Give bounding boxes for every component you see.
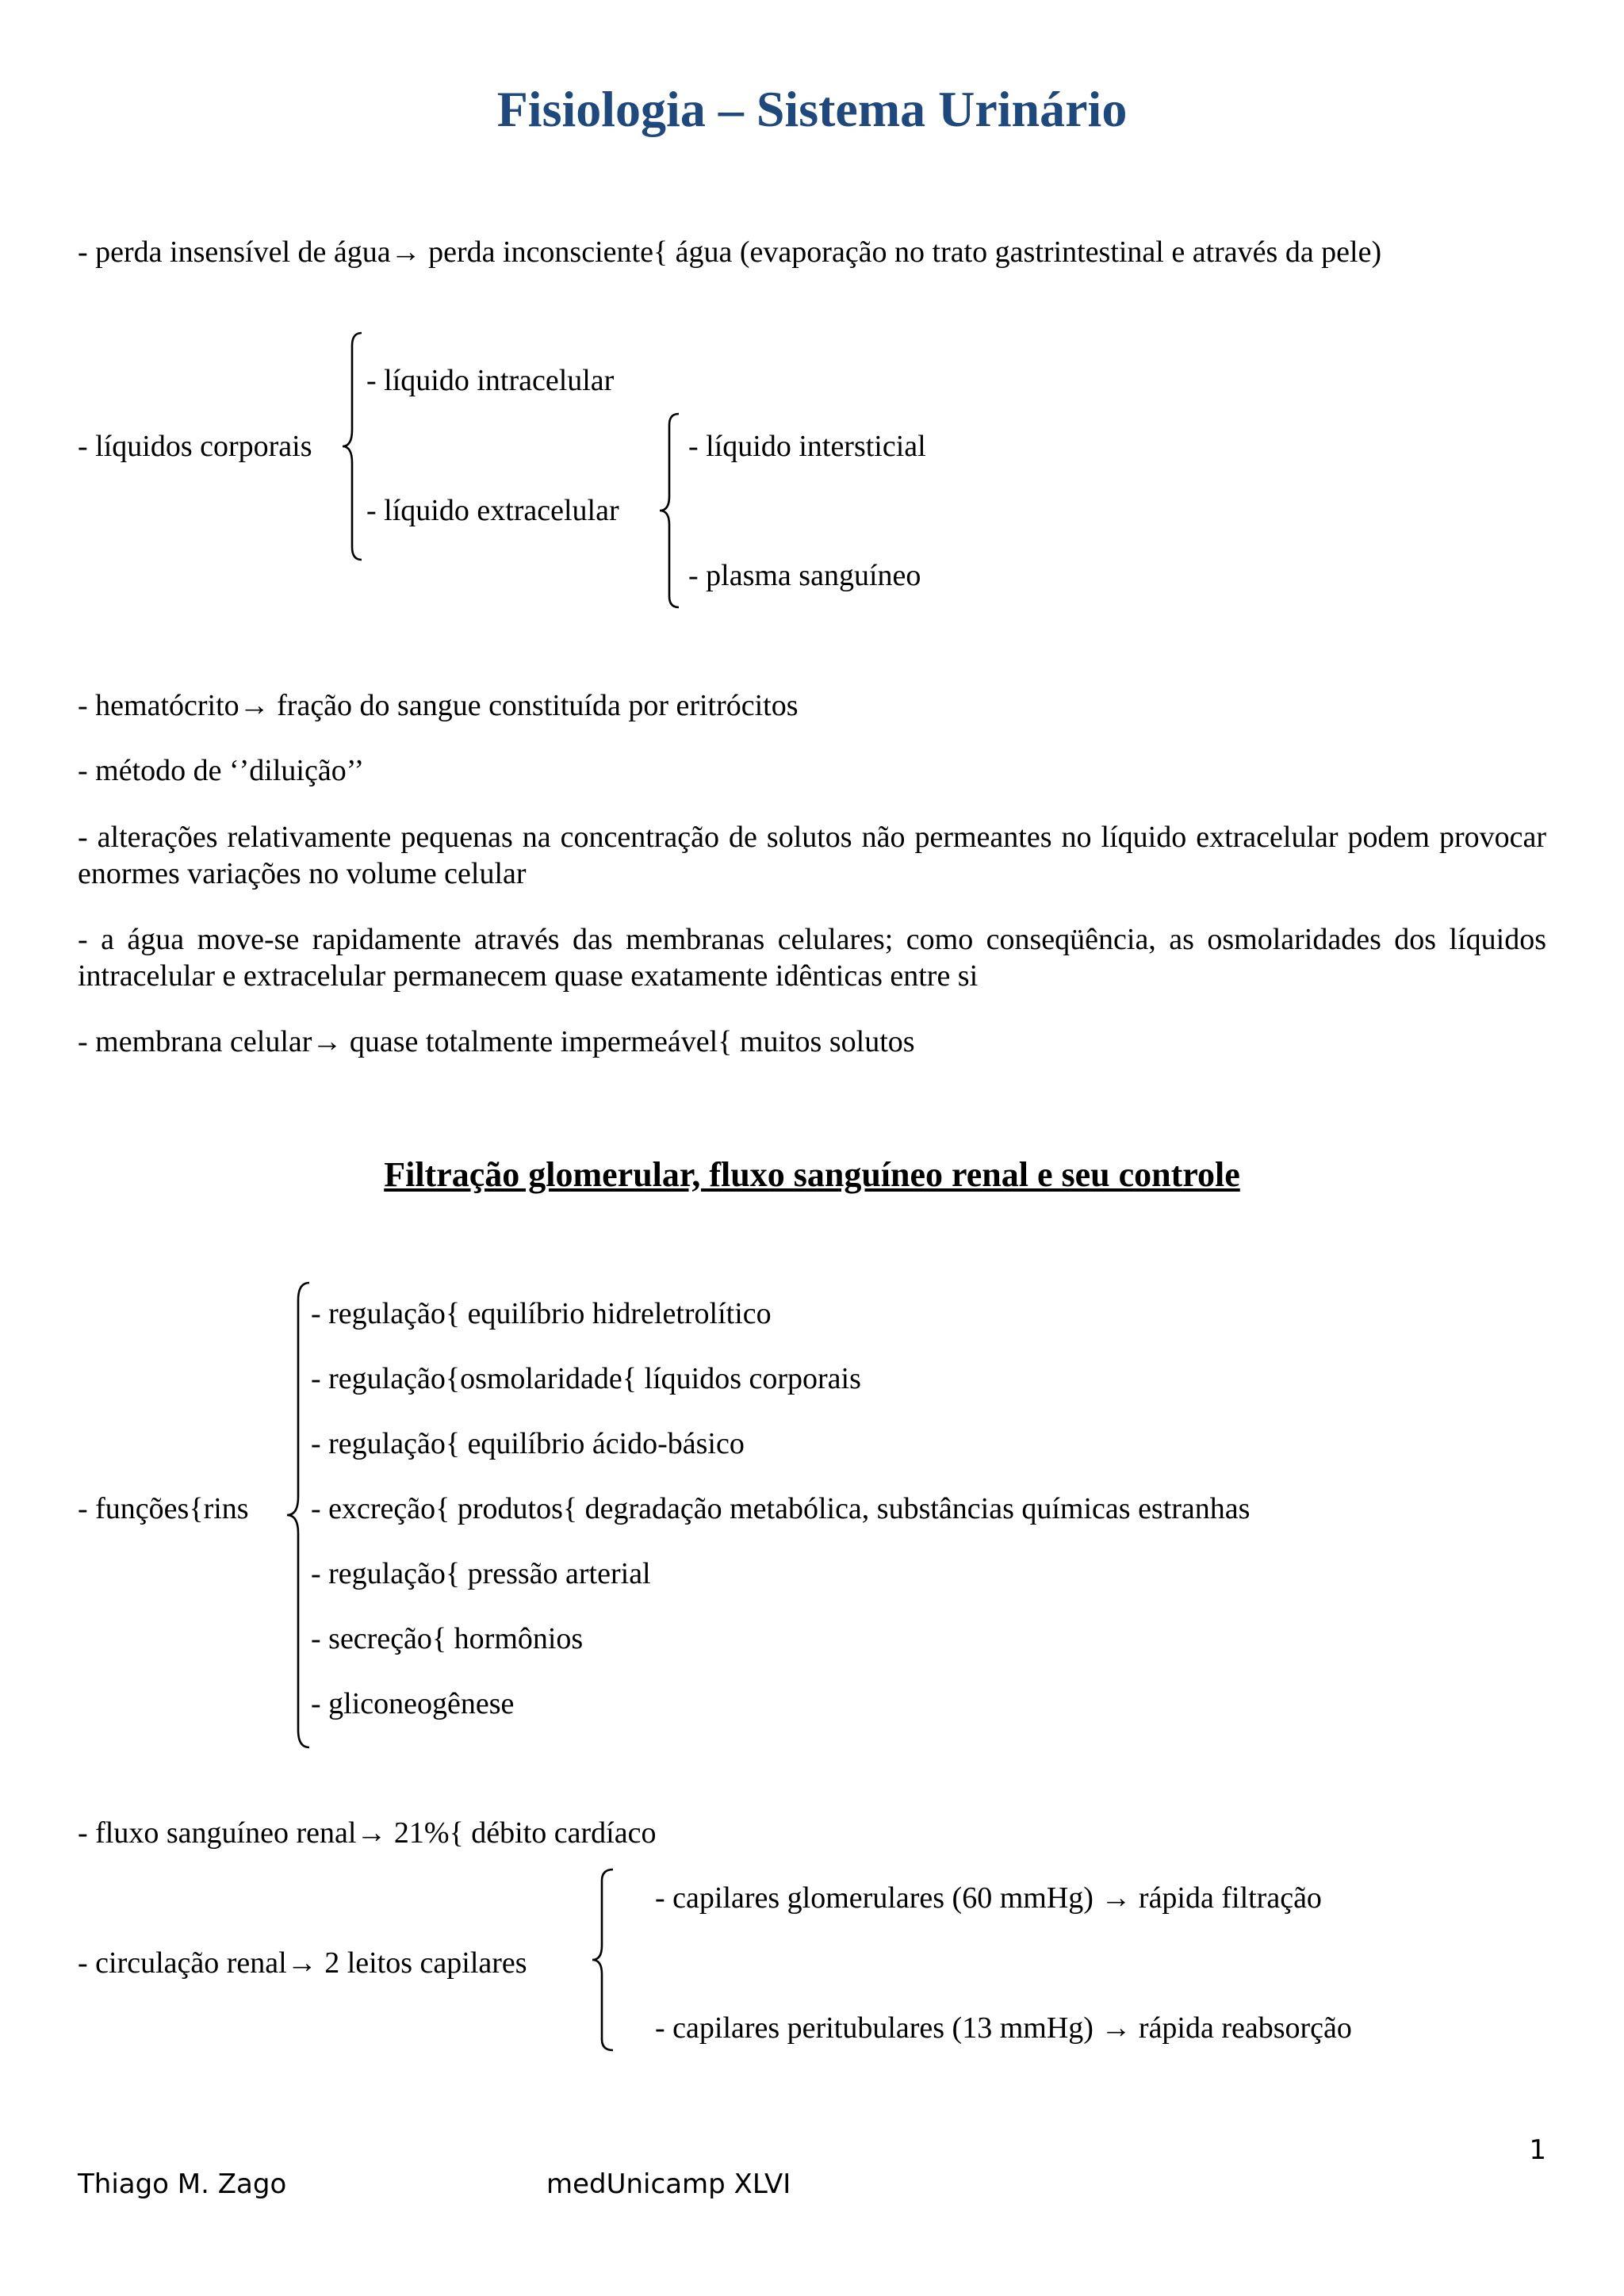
page-title: Fisiologia – Sistema Urinário: [496, 81, 1128, 137]
note-metodo-diluicao: - método de ‘’diluição’’: [78, 754, 365, 787]
footer-author: Thiago M. Zago: [78, 2168, 287, 2200]
section-title: Filtração glomerular, fluxo sanguíneo renal e seu controle: [384, 1155, 1240, 1194]
capilares-peritubulares: - capilares peritubulares (13 mmHg) → rápida reabsorção: [655, 2011, 1352, 2045]
note-alteracoes: - alterações relativamente pequenas na concentração de solutos não permeantes no líquido extracelular podem provocar enormes variações no volume celular: [78, 821, 1546, 890]
funcoes-label: - funções{rins: [78, 1492, 249, 1525]
liquidos-corporais-label: - líquidos corporais: [78, 430, 312, 463]
funcao-item: - regulação{ pressão arterial: [311, 1557, 651, 1590]
note-perda-insensivel: - perda insensível de água→ perda inconsciente{ água (evaporação no trato gastrintestinal e através da pele): [78, 235, 1382, 269]
plasma-sanguineo: - plasma sanguíneo: [688, 559, 921, 592]
funcao-item: - regulação{osmolaridade{ líquidos corporais: [311, 1362, 861, 1395]
funcao-item: - gliconeogênese: [311, 1687, 515, 1720]
funcao-item: - excreção{ produtos{ degradação metabólica, substâncias químicas estranhas: [311, 1492, 1251, 1525]
funcao-item: - secreção{ hormônios: [311, 1622, 584, 1655]
funcao-item: - regulação{ equilíbrio ácido-básico: [311, 1427, 745, 1460]
liquido-intersticial: - líquido intersticial: [688, 430, 926, 463]
funcao-item: - regulação{ equilíbrio hidreletrolítico: [311, 1297, 772, 1330]
capilares-glomerulares: - capilares glomerulares (60 mmHg) → rápida filtração: [655, 1881, 1322, 1915]
note-fluxo-sanguineo-renal: - fluxo sanguíneo renal→ 21%{ débito cardíaco: [78, 1816, 657, 1850]
brace-extracelular: [658, 412, 690, 609]
brace-circulacao: [591, 1868, 618, 2052]
note-agua-move: - a água move-se rapidamente através das membranas celulares; como conseqüência, as osmolaridades dos líquidos intracelular e extracelular permanecem quase exatamente idênticas entre si: [78, 923, 1546, 993]
note-hematocrito: - hematócrito→ fração do sangue constituída por eritrócitos: [78, 689, 799, 722]
note-circulacao-renal: - circulação renal→ 2 leitos capilares: [78, 1946, 527, 1980]
brace-funcoes: [285, 1281, 314, 1749]
note-membrana-celular: - membrana celular→ quase totalmente impermeável{ muitos solutos: [78, 1025, 915, 1058]
liquido-extracelular: - líquido extracelular: [366, 494, 619, 527]
page-number: 1: [1529, 2134, 1546, 2166]
liquido-intracelular: - líquido intracelular: [366, 364, 615, 397]
footer-course: medUnicamp XLVI: [546, 2168, 791, 2200]
